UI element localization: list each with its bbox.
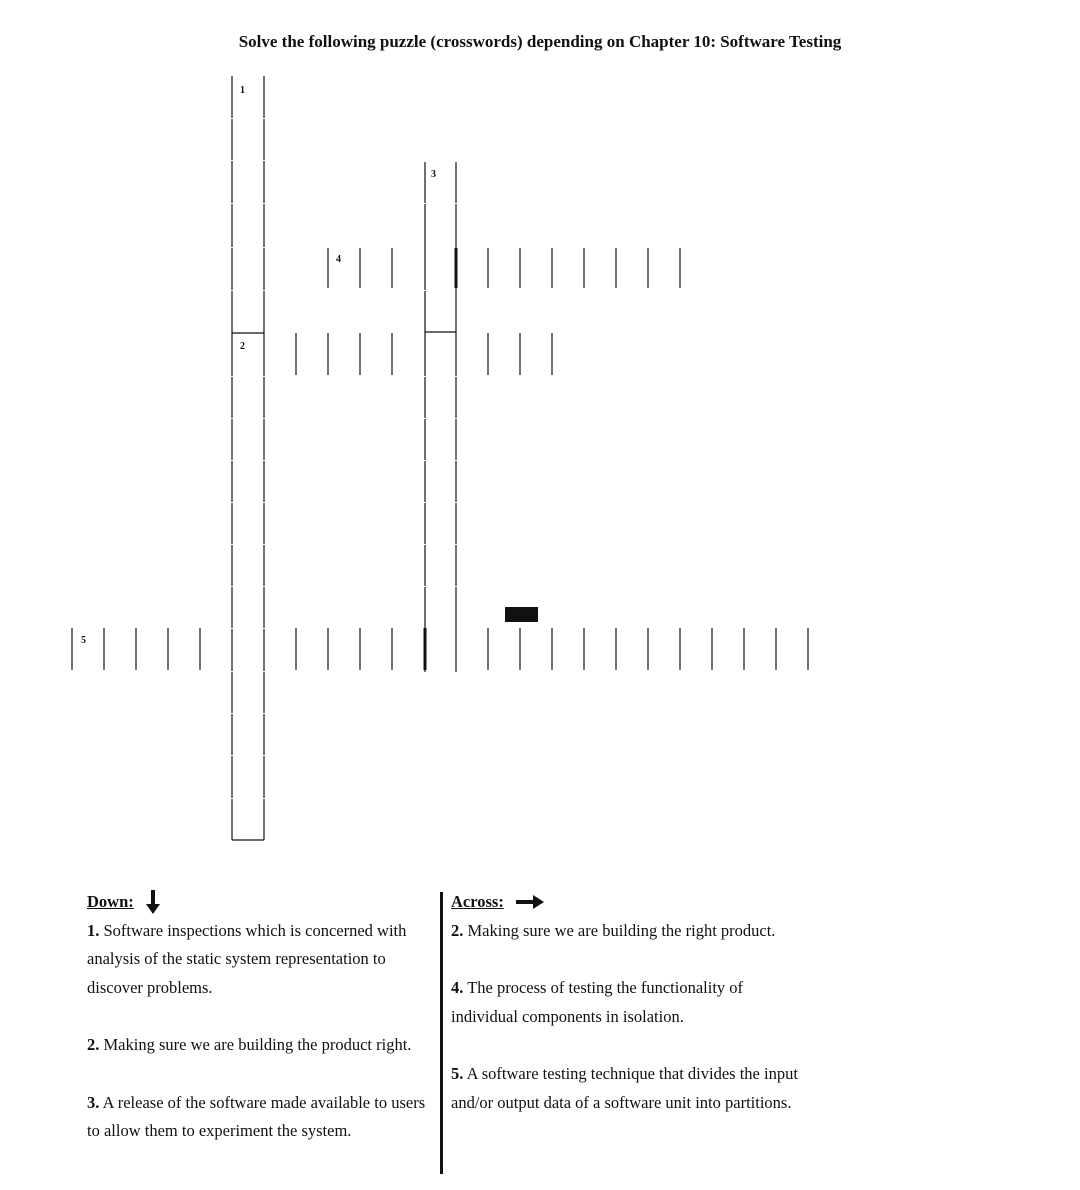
right-arrow-icon [516,895,544,909]
grid-number-4: 4 [336,254,341,265]
grid-number-3: 3 [431,169,436,180]
down-heading-label: Down: [87,892,134,911]
grid-number-1: 1 [240,85,245,96]
down-clue-1: 1. Software inspections which is concerned with analysis of the static system representation to discover problems. [87,920,407,997]
down-arrow-icon [146,890,160,914]
grid-number-5: 5 [81,635,86,646]
down-clues [87,888,437,1146]
column-divider [440,892,443,1174]
grid-number-2: 2 [240,341,245,352]
across-clue-4: 4. The process of testing the functionality of individual components in isolation. [451,978,744,1026]
across-clue-2: 2. Making sure we are building the right product. [451,920,776,940]
across-heading [451,888,811,917]
across-heading-label: Across: [451,892,504,911]
across-clues [451,888,811,1117]
down-clue-2: 2. Making sure we are building the product right. [87,1035,412,1054]
down-heading [87,888,437,917]
page-title: Solve the following puzzle (crosswords) depending on Chapter 10: Software Testing [238,32,842,51]
across-clue-5: 5. A software testing technique that divides the input and/or output data of a software unit into partitions. [451,1064,798,1112]
black-block [505,607,538,622]
down-clue-3: 3. A release of the software made available to users to allow them to experiment the system. [87,1092,426,1140]
